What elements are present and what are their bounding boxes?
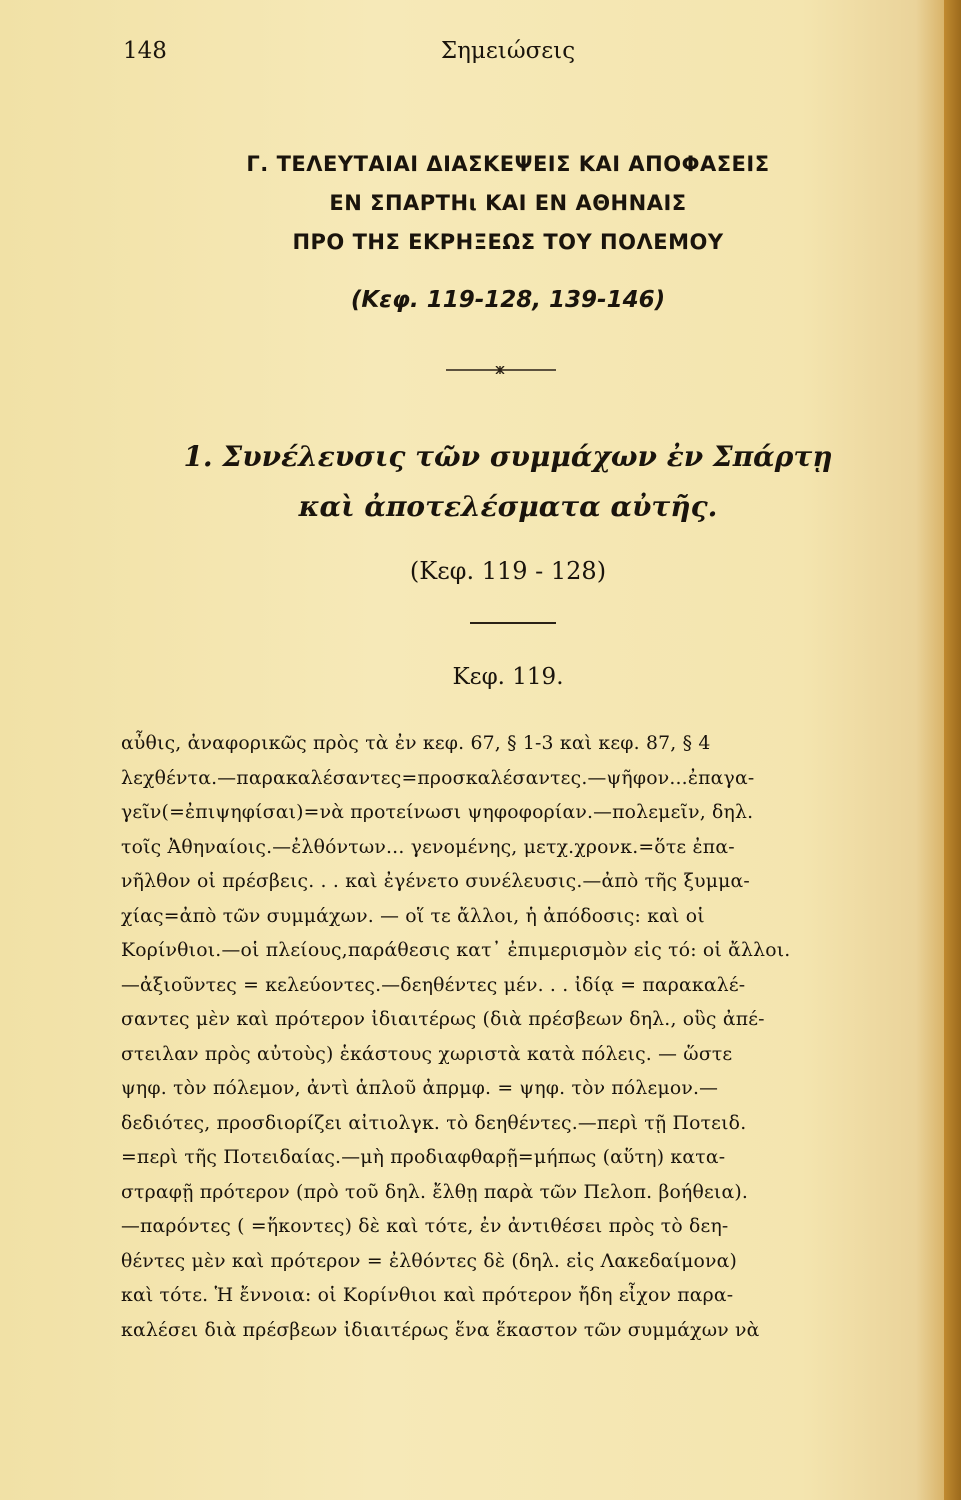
section-heading-line: Γ. ΤΕΛΕΥΤΑΙΑΙ ΔΙΑΣΚΕΨΕΙΣ ΚΑΙ ΑΠΟΦΑΣΕΙΣ (246, 152, 770, 176)
note-line: ψηφ. τὸν πόλεμον, ἀντὶ ἁπλοῦ ἀπρμφ. = ψηφ. τὸν πόλεμον.— (121, 1078, 719, 1099)
note-line: =περὶ τῆς Ποτειδαίας.—μὴ προδιαφθαρῇ=μήπως (αὕτη) κατα- (121, 1147, 726, 1168)
section-heading-line: ΠΡΟ ΤΗΣ ΕΚΡΗΞΕΩΣ ΤΟΥ ΠΟΛΕΜΟΥ (292, 230, 724, 254)
page-header (0, 38, 944, 68)
note-line: τοῖς Ἀθηναίοις.—ἐλθόντων... γενομένης, μετχ.χρονκ.=ὅτε ἐπα- (121, 836, 735, 858)
note-line: δεδιότες, προσδιορίζει αἰτιολγκ. τὸ δεηθέντες.—περὶ τῇ Ποτειδ. (121, 1112, 747, 1134)
note-line: Κορίνθιοι.—οἱ πλείους,παράθεσις κατ᾽ ἐπιμερισμὸν εἰς τό: οἱ ἄλλοι. (121, 940, 791, 961)
section-heading-line: ΕΝ ΣΠΑΡΤΗι ΚΑΙ ΕΝ ΑΘΗΝΑΙΣ (329, 191, 687, 215)
page-number: 148 (123, 38, 167, 64)
note-line: καλέσει διὰ πρέσβεων ἰδιαιτέρως ἕνα ἕκαστον τῶν συμμάχων νὰ (121, 1319, 760, 1341)
note-line: χίας=ἀπὸ τῶν συμμάχων. — οἵ τε ἄλλοι, ἡ ἀπόδοσις: καὶ οἱ (121, 905, 705, 927)
note-line: στραφῇ πρότερον (πρὸ τοῦ δηλ. ἔλθῃ παρὰ τῶν Πελοπ. βοήθεια). (121, 1181, 749, 1203)
ornament-divider (446, 366, 556, 374)
section-heading (0, 145, 961, 262)
note-line: σαντες μὲν καὶ πρότερον ἰδιαιτέρως (διὰ πρέσβεων δηλ., οὓς ἀπέ- (121, 1009, 765, 1030)
subsection-title-line: 1. Συνέλευσις τῶν συμμάχων ἐν Σπάρτῃ (183, 440, 833, 473)
note-line: —ἀξιοῦντες = κελεύοντες.—δεηθέντες μέν. . . ἰδίᾳ = παρακαλέ- (121, 974, 746, 996)
running-head: Σημειώσεις (440, 38, 576, 64)
note-line: θέντες μὲν καὶ πρότερον = ἐλθόντες δὲ (δηλ. εἰς Λακεδαίμονα) (121, 1250, 738, 1272)
page-edge (944, 0, 961, 1500)
note-line: γεῖν(=ἐπιψηφίσαι)=νὰ προτείνωσι ψηφοφορίαν.—πολεμεῖν, δηλ. (121, 802, 754, 823)
note-line: —παρόντες ( =ἥκοντες) δὲ καὶ τότε, ἐν ἀντιθέσει πρὸς τὸ δεη- (121, 1216, 729, 1237)
note-line: νῆλθον οἱ πρέσβεις. . . καὶ ἐγένετο συνέλευσις.—ἀπὸ τῆς ξυμμα- (121, 871, 750, 892)
section-chapters-ref: (Κεφ. 119-128, 139-146) (350, 287, 666, 313)
chapter-label: Κεφ. 119. (452, 664, 564, 690)
subsection-title (0, 432, 961, 532)
horizontal-rule (470, 622, 556, 624)
note-line: λεχθέντα.—παρακαλέσαντες=προσκαλέσαντες.—ψῆφον...ἐπαγα- (121, 767, 755, 789)
subsection-chapters-ref: (Κεφ. 119 - 128) (409, 557, 607, 585)
note-line: στειλαν πρὸς αὐτοὺς) ἑκάστους χωριστὰ κατὰ πόλεις. — ὥστε (121, 1043, 733, 1065)
note-line: καὶ τότε. Ἡ ἔννοια: οἱ Κορίνθιοι καὶ πρότερον ἤδη εἶχον παρα- (121, 1285, 734, 1306)
subsection-title-line: καὶ ἀποτελέσματα αὐτῆς. (298, 490, 718, 523)
note-line: αὖθις, ἀναφορικῶς πρὸς τὰ ἐν κεφ. 67, § 1-3 καὶ κεφ. 87, § 4 (121, 733, 711, 754)
notes-body (121, 727, 893, 1348)
